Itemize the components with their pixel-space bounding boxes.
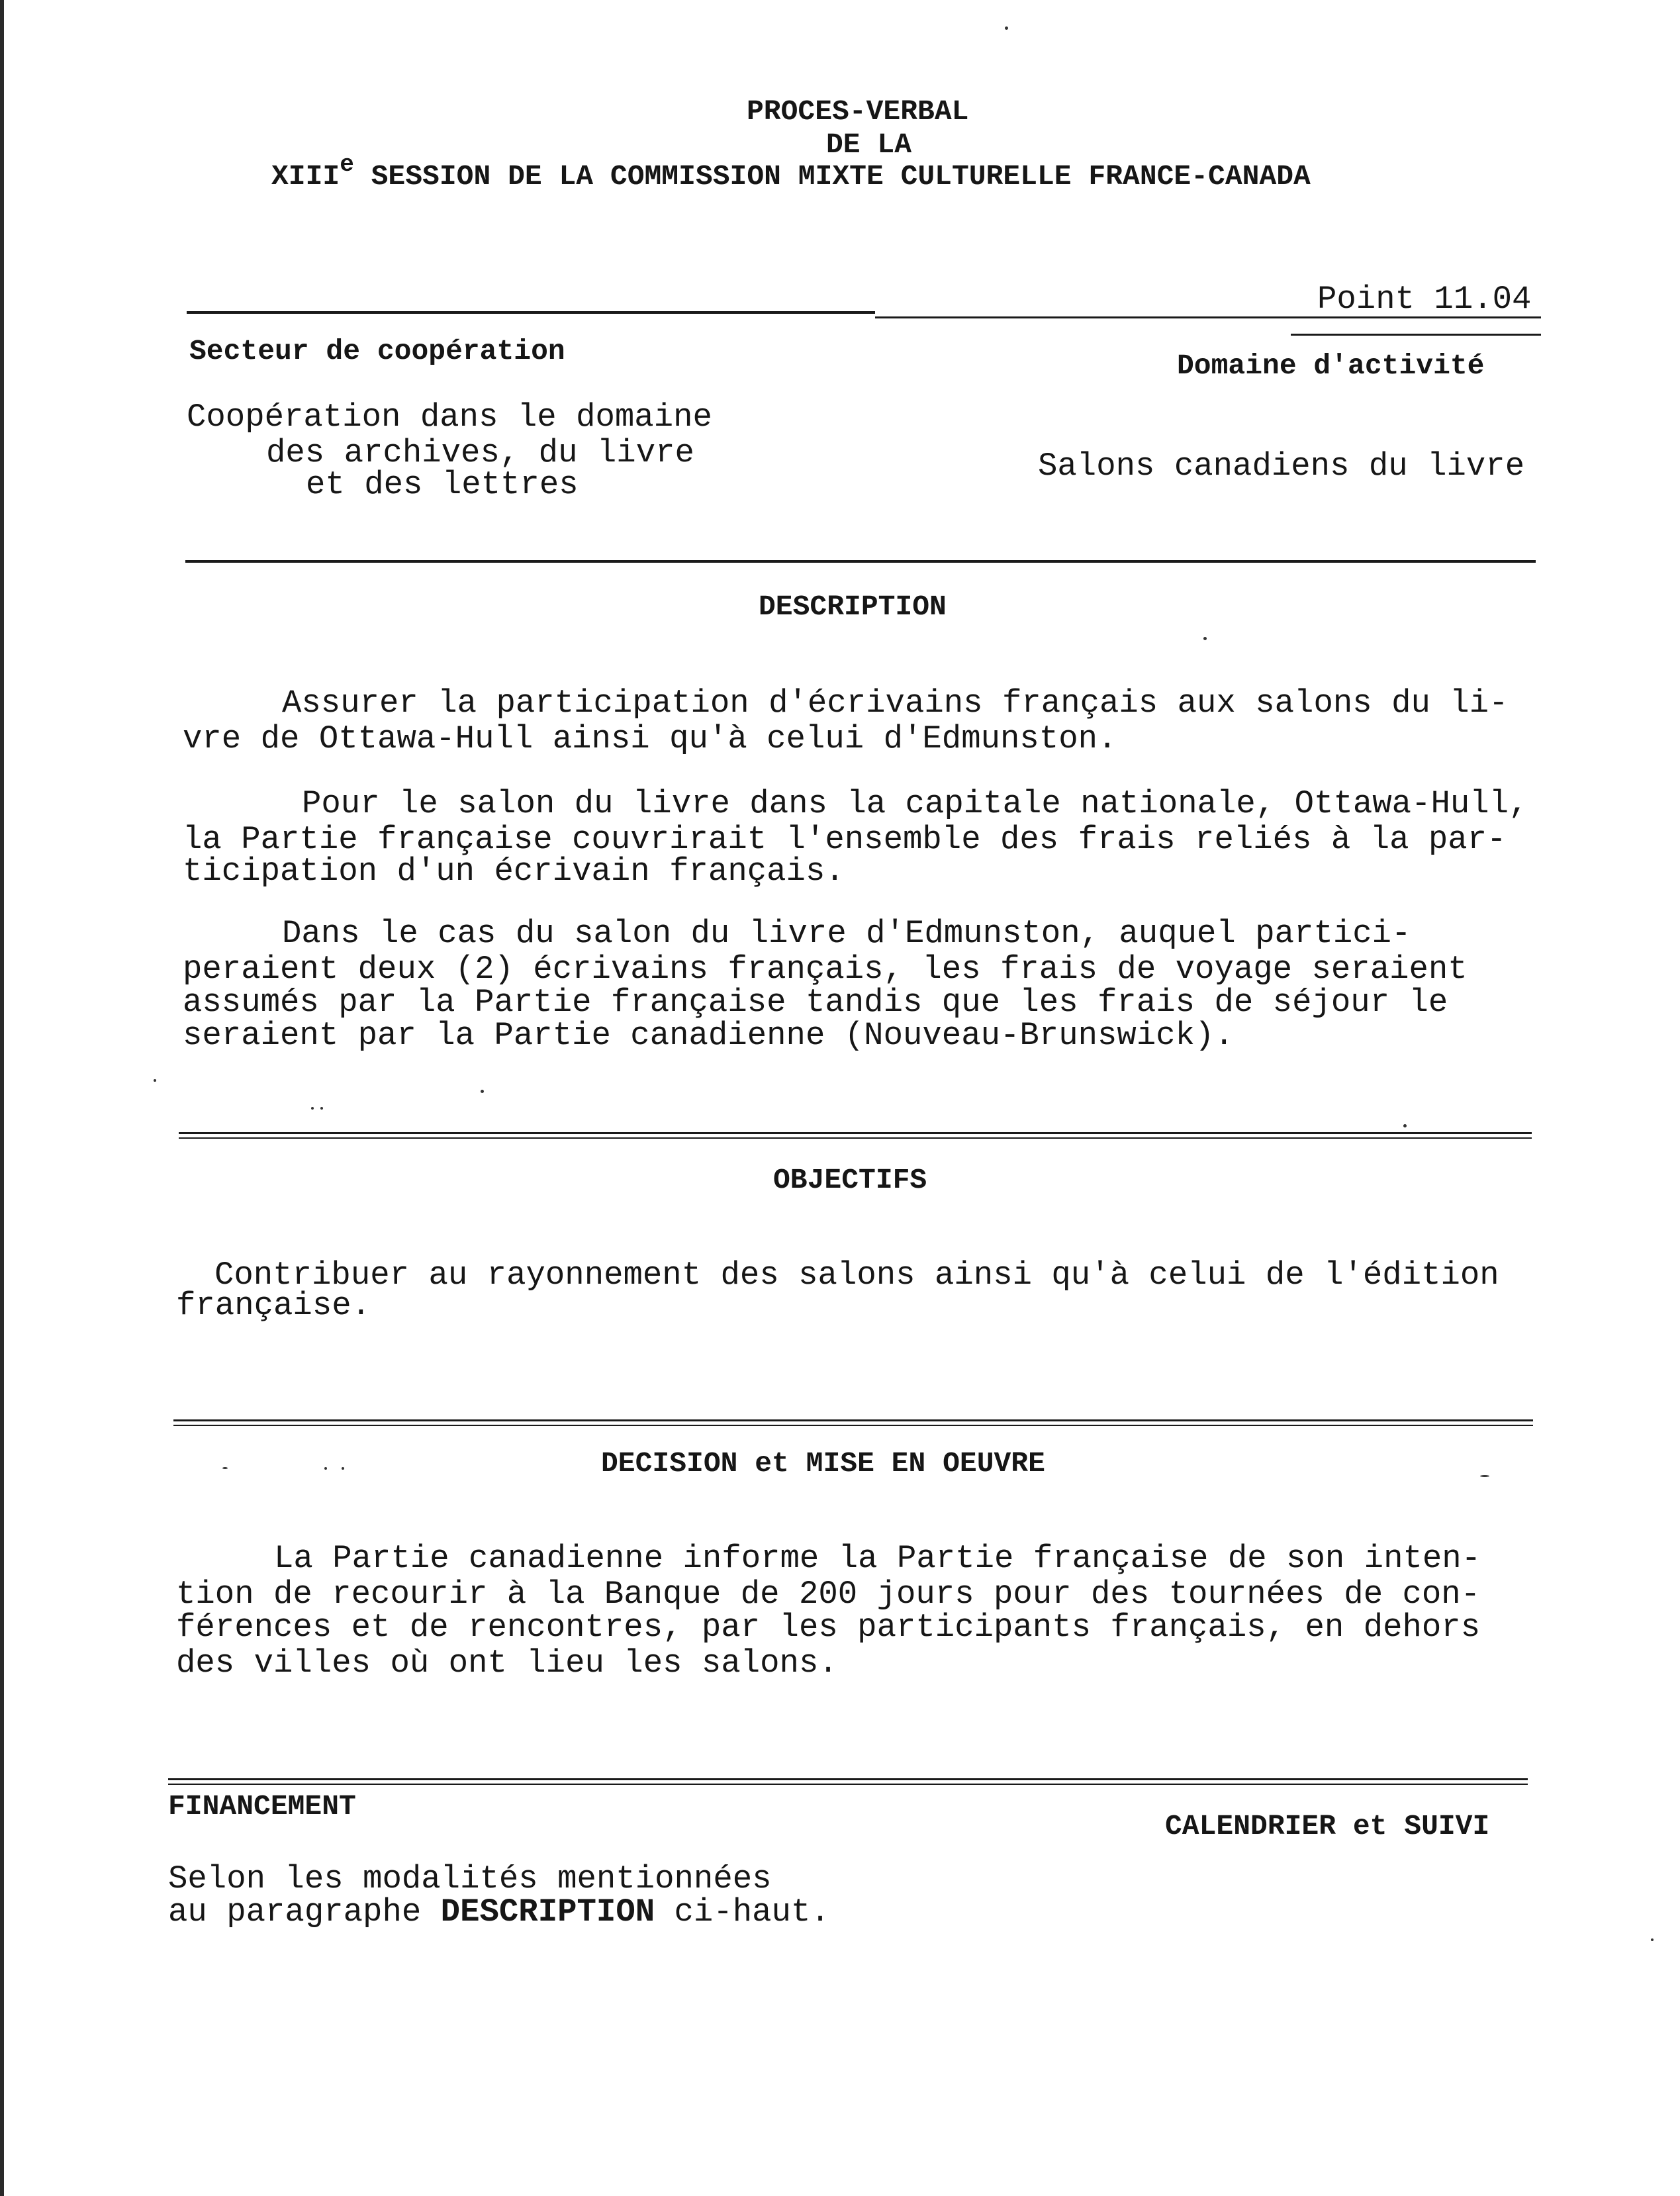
description-p3-line2: peraient deux (2) écrivains français, les frais de voyage seraient (183, 951, 1468, 988)
rule-top (187, 311, 875, 314)
secteur-line-2: des archives, du livre (266, 434, 694, 471)
scan-speck (1005, 26, 1008, 30)
header-title: PROCES-VERBAL (747, 95, 969, 128)
scan-speck (1403, 1124, 1407, 1127)
financement-line2-pre: au paragraphe (168, 1893, 441, 1931)
scan-speck (320, 1107, 323, 1110)
point-number: Point 11.04 (1317, 281, 1532, 318)
decision-line1: La Partie canadienne informe la Partie française de son inten- (274, 1540, 1481, 1577)
decision-line4: des villes où ont lieu les salons. (176, 1645, 838, 1682)
decision-line3: férences et de rencontres, par les participants français, en dehors (176, 1609, 1481, 1646)
scan-speck (324, 1467, 327, 1470)
scan-speck (481, 1090, 484, 1093)
description-p3-line4: seraient par la Partie canadienne (Nouveau-Brunswick). (183, 1017, 1234, 1054)
scan-speck (342, 1467, 344, 1470)
rule-financement (168, 1778, 1528, 1780)
description-p3-line3: assumés par la Partie française tandis que les frais de séjour le (183, 984, 1448, 1021)
rule-decision (173, 1419, 1533, 1421)
description-p1-line2: vre de Ottawa-Hull ainsi qu'à celui d'Edmunston. (183, 720, 1117, 757)
description-p1-line1: Assurer la participation d'écrivains français aux salons du li- (282, 685, 1509, 722)
scan-speck (154, 1079, 156, 1082)
decision-heading: DECISION et MISE EN OEUVRE (601, 1447, 1045, 1480)
secteur-line-3: et des lettres (306, 466, 579, 503)
rule-objectifs (179, 1132, 1532, 1134)
calendrier-label: CALENDRIER et SUIVI (1165, 1810, 1490, 1842)
description-p3-line1: Dans le cas du salon du livre d'Edmunston, auquel partici- (282, 915, 1411, 952)
session-title: SESSION DE LA COMMISSION MIXTE CULTURELLE FRANCE-CANADA (353, 160, 1311, 193)
domaine-label: Domaine d'activité (1177, 350, 1485, 382)
scan-speck (311, 1107, 314, 1110)
objectifs-heading: OBJECTIFS (773, 1164, 927, 1196)
scan-speck (1203, 637, 1207, 640)
financement-line2-ref: DESCRIPTION (440, 1893, 655, 1931)
domaine-value: Salons canadiens du livre (1038, 448, 1525, 485)
session-superscript: e (340, 151, 354, 178)
description-p2-line2: la Partie française couvrirait l'ensemble des frais reliés à la par- (183, 821, 1507, 858)
rule-top-right2 (1291, 334, 1541, 336)
financement-label: FINANCEMENT (168, 1790, 356, 1823)
scan-page-edge (0, 0, 4, 2196)
description-heading: DESCRIPTION (759, 591, 947, 623)
financement-line1: Selon les modalités mentionnées (168, 1860, 772, 1897)
session-roman: XIII (271, 160, 340, 193)
scan-speck (1480, 1475, 1489, 1477)
rule-description (185, 560, 1536, 563)
scan-speck (1651, 1938, 1654, 1941)
objectifs-line1: Contribuer au rayonnement des salons ainsi qu'à celui de l'édition (214, 1257, 1499, 1294)
header-subtitle: DE LA (826, 128, 912, 161)
description-p2-line3: ticipation d'un écrivain français. (183, 853, 845, 890)
rule-top-right (875, 316, 1541, 318)
secteur-line-1: Coopération dans le domaine (187, 399, 712, 436)
financement-line2 (168, 1893, 830, 1931)
objectifs-line2: française. (176, 1287, 371, 1324)
description-p2-line1: Pour le salon du livre dans la capitale nationale, Ottawa-Hull, (302, 785, 1528, 822)
scan-speck (222, 1467, 228, 1469)
secteur-label: Secteur de coopération (189, 335, 565, 367)
decision-line2: tion de recourir à la Banque de 200 jours pour des tournées de con- (176, 1576, 1481, 1613)
financement-line2-post: ci-haut. (655, 1893, 830, 1931)
header-session (271, 151, 1311, 193)
